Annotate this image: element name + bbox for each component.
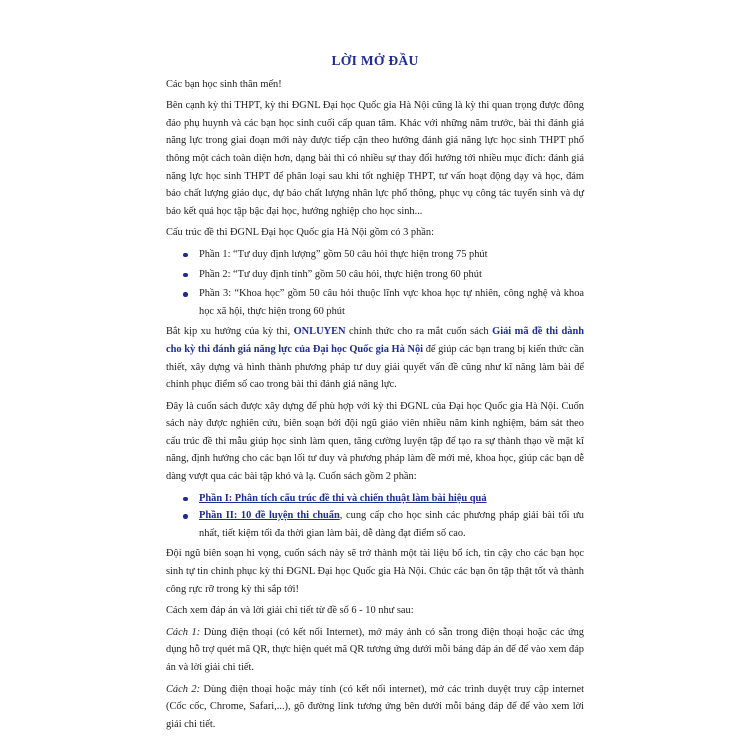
- list-item: [166, 507, 584, 542]
- howto-intro: Cách xem đáp án và lời giải chi tiết từ đề số 6 - 10 như sau:: [166, 605, 414, 617]
- bullet-dot-icon: [183, 497, 188, 502]
- exam-part-text: Phần 2: “Tư duy định tính” gồm 50 câu hỏi, thực hiện trong 60 phút: [199, 268, 482, 280]
- book-title: Giải mã đề thi dành cho kỳ thi đánh giá năng lực của Đại học Quốc gia Hà Nội: [166, 326, 585, 355]
- method-text: Dùng điện thoại hoặc máy tính (có kết nối internet), mở các trình duyệt truy cập internet (Cốc cốc, Chrome, Safari,...), gõ đường link tương ứng bên dưới mỗi bảng đáp để để vào xem lời giải chi tiết.: [166, 683, 584, 730]
- book-paragraph: [166, 323, 584, 393]
- bullet-dot-icon: [183, 273, 188, 278]
- book-para-pre: Bắt kịp xu hướng của kỳ thi,: [166, 326, 294, 338]
- page-title: LỜI MỞ ĐẦU: [331, 53, 419, 68]
- bullet-dot-icon: [183, 514, 188, 519]
- greeting: Các bạn học sinh thân mến!: [166, 78, 282, 90]
- book-part-rest: , cung cấp cho học sinh các phương pháp giải bài tối ưu nhất, tiết kiệm tối đa thời gian làm bài, dễ dàng đạt điểm số cao.: [199, 510, 584, 539]
- design-paragraph: Đây là cuốn sách được xây dựng để phù hợp với kỳ thi ĐGNL của Đại học Quốc gia Hà Nội. Cuốn sách này được nghiên cứu, biên soạn bởi đội ngũ giáo viên nhiều năm kinh nghiệm, bám sát theo cấu trúc đề thi mẫu giúp học sinh làm quen, tăng cường luyện tập để tạo ra sự thành thạo về mặt kĩ năng, định hướng cho các bạn lối tư duy và phương pháp làm đề mới mẻ, khoa học, giúp các bạn dễ dàng vượt qua các bài tập khó và lạ. Cuốn sách gồm 2 phần:: [166, 400, 584, 483]
- book-part-label: Phần I: Phân tích cấu trúc đề thi và chiến thuật làm bài hiệu quả: [199, 492, 487, 504]
- document-page: [166, 52, 584, 737]
- bullet-dot-icon: [183, 253, 188, 258]
- method-2: [166, 681, 584, 734]
- exam-part-text: Phần 1: “Tư duy định lượng” gồm 50 câu hỏi thực hiện trong 75 phút: [199, 248, 488, 260]
- book-part-label: Phần II: 10 đề luyện thi chuẩn: [199, 510, 340, 522]
- method-label: Cách 2:: [166, 683, 201, 695]
- structure-intro: Cấu trúc đề thi ĐGNL Đại học Quốc gia Hà Nội gồm có 3 phần:: [166, 227, 434, 239]
- method-1: [166, 624, 584, 677]
- list-item: [166, 246, 584, 264]
- book-para-mid: chính thức cho ra mắt cuốn sách: [345, 326, 493, 338]
- brand-name: ONLUYEN: [293, 326, 346, 338]
- list-item: [166, 266, 584, 284]
- closing-paragraph: Đội ngũ biên soạn hi vọng, cuốn sách này sẽ trở thành một tài liệu bổ ích, tin cậy cho các bạn học sinh tự tin chinh phục kỳ thi ĐGNL Đại học Quốc gia Hà Nội. Chúc các bạn ôn tập thật tốt và thành công rực rỡ trong kỳ thi sắp tới!: [166, 548, 584, 595]
- intro-paragraph: Bên cạnh kỳ thi THPT, kỳ thi ĐGNL Đại học Quốc gia Hà Nội cũng là kỳ thi quan trọng được đông đảo phụ huynh và các bạn học sinh cuối cấp quan tâm. Khác với những năm trước, bài thi đánh giá năng lực trong giai đoạn mới này được tiếp cận theo hướng đánh giá năng lực học sinh THPT phổ thông một cách toàn diện hơn, dạng bài thi có nhiều sự thay đổi hướng tới nhiều mục đích: đánh giá năng lực học sinh THPT để phân loại sau khi tốt nghiệp THPT, tư vấn hoạt động dạy và học, đảm bảo chất lượng giáo dục, dự báo chất lượng nhân lực phổ thông, phục vụ công tác tuyển sinh và dự báo kết quả học tập bậc đại học, hướng nghiệp cho học sinh...: [166, 100, 584, 217]
- list-item: [166, 285, 584, 320]
- book-parts-list: [166, 490, 584, 543]
- bullet-dot-icon: [183, 292, 188, 297]
- exam-parts-list: [166, 246, 584, 320]
- list-item: [166, 490, 584, 508]
- method-label: Cách 1:: [166, 626, 201, 638]
- method-text: Dùng điện thoại (có kết nối Internet), mở máy ảnh có sẵn trong điện thoại hoặc các ứng dụng hỗ trợ quét mã QR, thực hiện quét mã QR tương ứng dưới mỗi bảng đáp án để để vào xem đáp án và lời giải chi tiết.: [166, 626, 584, 673]
- exam-part-text: Phần 3: “Khoa học” gồm 50 câu hỏi thuộc lĩnh vực khoa học tự nhiên, công nghệ và khoa học xã hội, thực hiện trong 60 phút: [199, 288, 584, 317]
- book-para-post: để giúp các bạn trang bị kiến thức cần thiết, xây dựng và hình thành phương pháp tư duy giải quyết vấn đề cũng như kĩ năng làm bài để chinh phục điểm số cao trong bài thi đánh giá năng lực.: [166, 343, 584, 391]
